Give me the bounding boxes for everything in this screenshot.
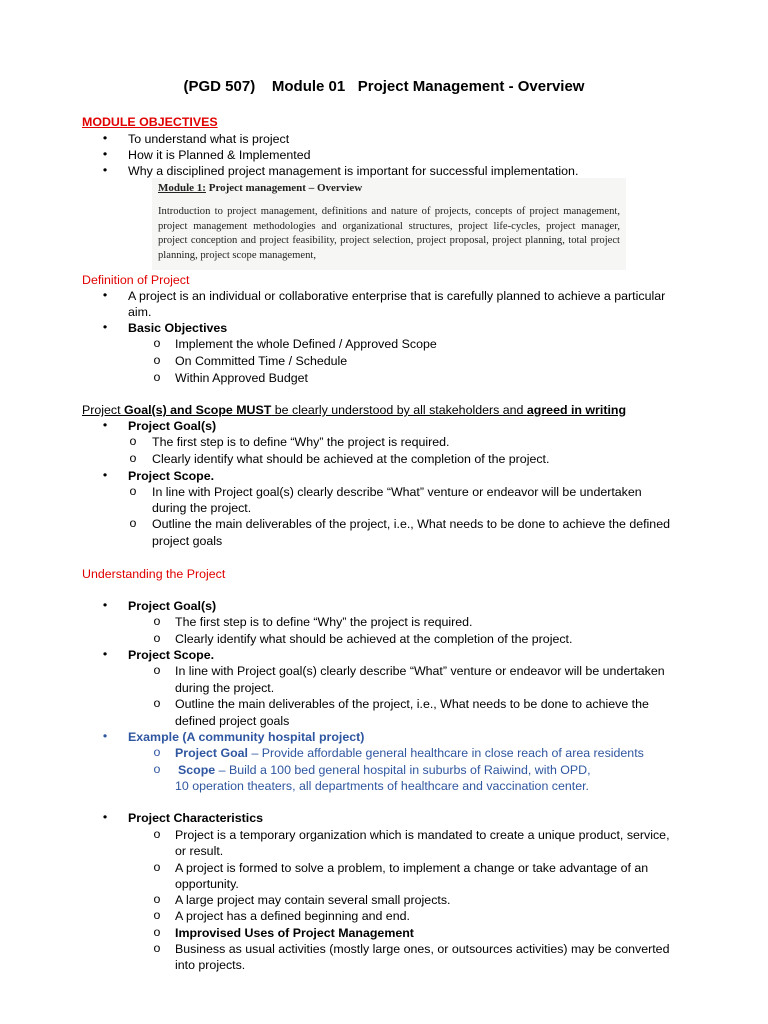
bullet-icon: • [102,163,108,177]
characteristic-item: A large project may contain several small projects. [175,893,451,907]
sub-bullet-icon: o [153,631,161,645]
sub-bullet-icon: o [153,696,161,710]
sub-bullet-icon: o [153,941,161,955]
project-goal-label: Project Goal(s) [128,419,217,433]
bullet-icon: • [102,729,108,743]
sub-bullet-icon: o [153,762,161,776]
sub-bullet-icon: o [153,827,161,841]
objective-item: To understand what is project [128,132,290,146]
example-goal: Project Goal – Provide affordable general healthcare in close reach of area residents [175,746,644,760]
project-scope-label: Project Scope. [128,648,215,662]
bullet-icon: • [102,131,108,145]
sub-bullet-icon: o [153,925,161,939]
basic-objective-item: Implement the whole Defined / Approved Scope [175,337,437,351]
characteristics-label: Project Characteristics [128,811,263,825]
improvised-uses-label: Improvised Uses of Project Management [175,926,414,940]
sub-bullet-icon: o [153,908,161,922]
sub-bullet-icon: o [129,434,137,448]
bullet-icon: • [102,320,108,334]
scope-item: Outline the main deliverables of the project, i.e., What needs to be done to achieve the [175,697,649,711]
characteristic-item: into projects. [175,958,246,972]
sub-bullet-icon: o [153,353,161,367]
scope-item: Outline the main deliverables of the project, i.e., What needs to be done to achieve the defined [152,517,670,531]
goal-item: The first step is to define “Why” the project is required. [175,615,473,629]
scope-item: project goals [152,534,223,548]
basic-objective-item: Within Approved Budget [175,371,308,385]
example-scope: Scope – Build a 100 bed general hospital in suburbs of Raiwind, with OPD, [178,763,591,777]
excerpt-body: Introduction to project management, definitions and nature of projects, concepts of project management, project management methodologies and organizational structures, project life-cycles, project manager, project conception and project feasibility, project selection, project proposal, project planning, total project planning, project scope management, [158,206,620,261]
definition-heading: Definition of Project [82,273,190,287]
objectives-heading: MODULE OBJECTIVES [82,115,218,129]
definition-text: aim. [128,305,152,319]
sub-bullet-icon: o [153,745,161,759]
basic-objective-item: On Committed Time / Schedule [175,354,348,368]
characteristic-item: Business as usual activities (mostly large ones, or outsources activities) may be converted [175,942,670,956]
sub-bullet-icon: o [153,663,161,677]
project-goal-label: Project Goal(s) [128,599,217,613]
goal-item: The first step is to define “Why” the project is required. [152,435,450,449]
bullet-icon: • [102,288,108,302]
scope-item: In line with Project goal(s) clearly describe “What” venture or endeavor will be undertaken [175,664,665,678]
goal-scope-statement: Project Goal(s) and Scope MUST be clearly understood by all stakeholders and agreed in writing [82,403,627,417]
goal-item: Clearly identify what should be achieved at the completion of the project. [152,452,550,466]
characteristic-item: A project has a defined beginning and end. [175,909,410,923]
sub-bullet-icon: o [129,451,137,465]
sub-bullet-icon: o [153,614,161,628]
sub-bullet-icon: o [153,370,161,384]
characteristic-item: or result. [175,844,224,858]
bullet-icon: • [102,598,108,612]
sub-bullet-icon: o [153,860,161,874]
objective-item: How it is Planned & Implemented [128,148,311,162]
characteristic-item: Project is a temporary organization which is mandated to create a unique product, service, [175,828,670,842]
sub-bullet-icon: o [153,892,161,906]
bullet-icon: • [102,647,108,661]
understanding-heading: Understanding the Project [82,567,226,581]
objective-item: Why a disciplined project management is important for successful implementation. [128,164,579,178]
page-title: (PGD 507) Module 01 Project Management - Overview [183,78,585,95]
example-scope-continued: 10 operation theaters, all departments of healthcare and vaccination center. [175,779,589,793]
scope-item: during the project. [175,681,275,695]
excerpt-title: Module 1: Project management – Overview [158,182,363,194]
sub-bullet-icon: o [129,516,137,530]
project-scope-label: Project Scope. [128,469,215,483]
scope-item: defined project goals [175,714,290,728]
characteristic-item: opportunity. [175,877,239,891]
sub-bullet-icon: o [153,336,161,350]
definition-text: A project is an individual or collaborative enterprise that is carefully planned to achieve a particular [128,289,666,303]
characteristic-item: A project is formed to solve a problem, to implement a change or take advantage of an [175,861,649,875]
bullet-icon: • [102,468,108,482]
scope-item: during the project. [152,501,252,515]
syllabus-excerpt [152,178,626,270]
example-label: Example (A community hospital project) [128,730,365,744]
bullet-icon: • [102,810,108,824]
bullet-icon: • [102,418,108,432]
sub-bullet-icon: o [129,484,137,498]
bullet-icon: • [102,147,108,161]
basic-objectives-label: Basic Objectives [128,321,228,335]
scope-item: In line with Project goal(s) clearly describe “What” venture or endeavor will be undertaken [152,485,642,499]
goal-item: Clearly identify what should be achieved at the completion of the project. [175,632,573,646]
